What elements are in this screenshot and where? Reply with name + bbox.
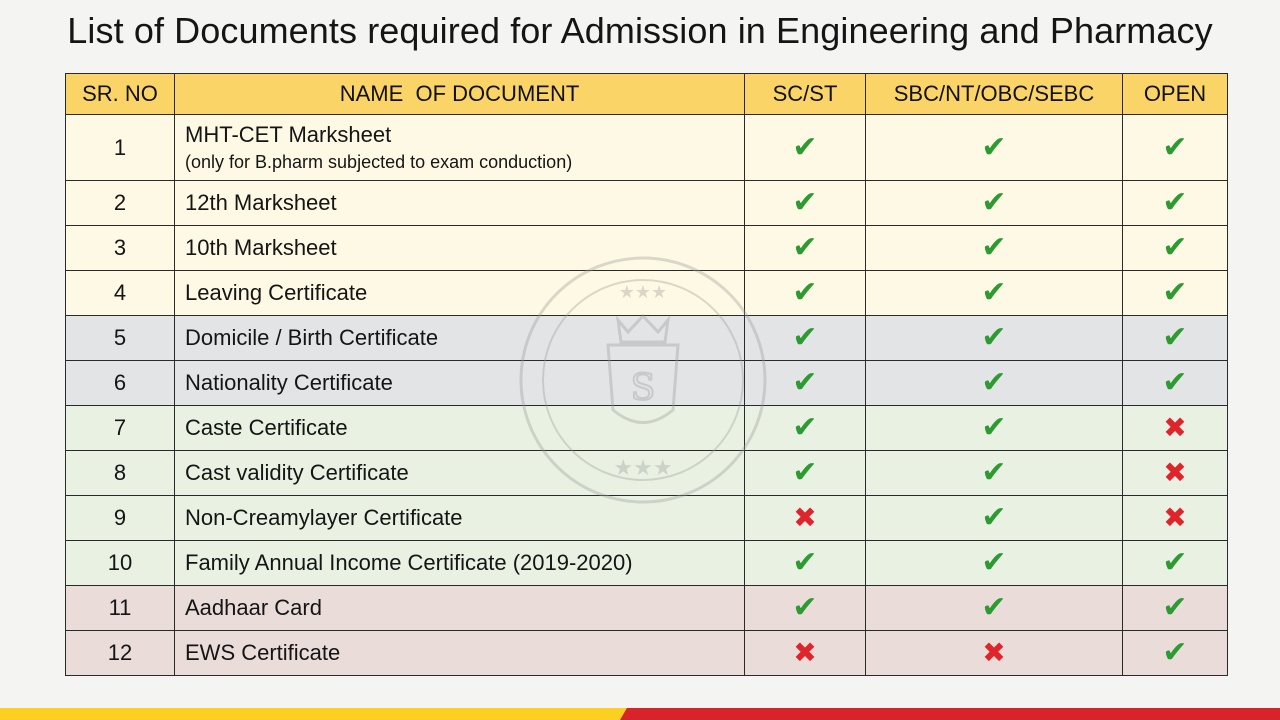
check-mark-icon: ✔ [981,275,1007,310]
requirement-cell-open [1123,586,1228,631]
document-name-cell [175,226,745,271]
document-name: Leaving Certificate [185,280,368,305]
cross-mark-icon: ✖ [1163,456,1187,489]
sr-no-cell: 11 [66,586,175,631]
check-mark-icon: ✔ [981,185,1007,220]
document-name-cell [175,181,745,226]
sr-no-cell: 5 [66,316,175,361]
table-row [66,406,1228,451]
requirement-cell-open [1123,226,1228,271]
check-mark-icon: ✔ [1162,230,1188,265]
footer-bar-yellow [0,708,640,720]
requirement-cell-sc-st [745,586,866,631]
check-mark-icon: ✔ [981,230,1007,265]
check-mark-icon: ✔ [792,545,818,580]
sr-no-cell: 12 [66,631,175,676]
check-mark-icon: ✔ [981,590,1007,625]
column-header-sc-st: SC/ST [745,74,866,115]
document-name-cell [175,631,745,676]
requirement-cell-open [1123,181,1228,226]
table-body [66,115,1228,676]
sr-no-cell: 6 [66,361,175,406]
cross-mark-icon: ✖ [793,636,817,669]
table-header-row [66,74,1228,115]
check-mark-icon: ✔ [792,365,818,400]
document-name: Domicile / Birth Certificate [185,325,439,350]
requirement-cell-open [1123,115,1228,181]
document-name-cell [175,496,745,541]
requirement-cell-open [1123,406,1228,451]
check-mark-icon: ✔ [792,185,818,220]
table-row [66,181,1228,226]
svg-text:★★★: ★★★ [618,282,668,303]
requirement-cell-sbc-nt-obc-sebc [866,361,1123,406]
requirement-cell-sbc-nt-obc-sebc [866,496,1123,541]
table-row [66,631,1228,676]
sr-no-cell: 2 [66,181,175,226]
requirement-cell-sc-st [745,271,866,316]
table-row [66,115,1228,181]
table-row [66,541,1228,586]
requirement-cell-sbc-nt-obc-sebc [866,115,1123,181]
document-name: MHT-CET Marksheet [185,122,392,147]
sr-no-cell: 9 [66,496,175,541]
document-name: Nationality Certificate [185,370,393,395]
document-name: EWS Certificate [185,640,341,665]
requirement-cell-sc-st [745,496,866,541]
svg-text:★★★: ★★★ [613,456,673,481]
check-mark-icon: ✔ [792,230,818,265]
requirement-cell-open [1123,451,1228,496]
document-name-cell [175,541,745,586]
sr-no-cell: 1 [66,115,175,181]
sr-no-cell: 8 [66,451,175,496]
column-header-open: OPEN [1123,74,1228,115]
cross-mark-icon: ✖ [982,636,1006,669]
check-mark-icon: ✔ [981,455,1007,490]
sr-no-cell: 3 [66,226,175,271]
table-row [66,361,1228,406]
document-name-cell [175,451,745,496]
table-row [66,271,1228,316]
page-title: List of Documents required for Admission in Engineering and Pharmacy [67,10,1213,51]
check-mark-icon: ✔ [1162,545,1188,580]
requirement-cell-open [1123,496,1228,541]
column-header-document-name: NAME OF DOCUMENT [175,74,745,115]
requirement-cell-sbc-nt-obc-sebc [866,586,1123,631]
requirement-cell-sbc-nt-obc-sebc [866,406,1123,451]
cross-mark-icon: ✖ [1163,501,1187,534]
documents-table [65,73,1228,676]
requirement-cell-sbc-nt-obc-sebc [866,541,1123,586]
document-name: Aadhaar Card [185,595,322,620]
requirement-cell-sbc-nt-obc-sebc [866,316,1123,361]
check-mark-icon: ✔ [1162,590,1188,625]
check-mark-icon: ✔ [1162,275,1188,310]
check-mark-icon: ✔ [981,545,1007,580]
check-mark-icon: ✔ [792,275,818,310]
requirement-cell-sc-st [745,541,866,586]
document-name: Family Annual Income Certificate (2019-2020) [185,550,633,575]
document-name: Caste Certificate [185,415,348,440]
requirement-cell-sc-st [745,115,866,181]
table-row [66,586,1228,631]
requirement-cell-sc-st [745,226,866,271]
table-row [66,451,1228,496]
cross-mark-icon: ✖ [1163,411,1187,444]
column-header-sbc-nt-obc-sebc: SBC/NT/OBC/SEBC [866,74,1123,115]
requirement-cell-sc-st [745,406,866,451]
check-mark-icon: ✔ [1162,635,1188,670]
requirement-cell-sc-st [745,181,866,226]
check-mark-icon: ✔ [981,500,1007,535]
column-header-sr-no: SR. NO [66,74,175,115]
requirement-cell-sc-st [745,361,866,406]
check-mark-icon: ✔ [1162,320,1188,355]
document-name-cell [175,361,745,406]
requirement-cell-open [1123,631,1228,676]
document-name-cell [175,586,745,631]
sr-no-cell: 10 [66,541,175,586]
document-name: 12th Marksheet [185,190,337,215]
check-mark-icon: ✔ [1162,365,1188,400]
document-name: Cast validity Certificate [185,460,409,485]
table-row [66,316,1228,361]
document-note: (only for B.pharm subjected to exam conduction) [185,152,573,172]
document-name: Non-Creamylayer Certificate [185,505,463,530]
check-mark-icon: ✔ [981,129,1007,165]
check-mark-icon: ✔ [792,455,818,490]
check-mark-icon: ✔ [1162,129,1188,165]
check-mark-icon: ✔ [981,320,1007,355]
table-row [66,496,1228,541]
check-mark-icon: ✔ [981,365,1007,400]
document-name-cell [175,271,745,316]
check-mark-icon: ✔ [792,590,818,625]
sr-no-cell: 4 [66,271,175,316]
requirement-cell-sbc-nt-obc-sebc [866,271,1123,316]
document-name: 10th Marksheet [185,235,337,260]
table-row [66,226,1228,271]
document-name-cell [175,115,745,181]
document-name-cell [175,316,745,361]
requirement-cell-open [1123,541,1228,586]
cross-mark-icon: ✖ [793,501,817,534]
requirement-cell-sbc-nt-obc-sebc [866,451,1123,496]
check-mark-icon: ✔ [792,129,818,165]
requirement-cell-open [1123,361,1228,406]
requirement-cell-sc-st [745,631,866,676]
check-mark-icon: ✔ [792,320,818,355]
requirement-cell-open [1123,271,1228,316]
requirement-cell-sc-st [745,451,866,496]
requirement-cell-sbc-nt-obc-sebc [866,181,1123,226]
requirement-cell-sbc-nt-obc-sebc [866,226,1123,271]
document-name-cell [175,406,745,451]
svg-text:S: S [630,368,656,409]
footer-bar-red [620,708,1280,720]
check-mark-icon: ✔ [792,410,818,445]
check-mark-icon: ✔ [981,410,1007,445]
check-mark-icon: ✔ [1162,185,1188,220]
requirement-cell-sbc-nt-obc-sebc [866,631,1123,676]
requirement-cell-sc-st [745,316,866,361]
requirement-cell-open [1123,316,1228,361]
sr-no-cell: 7 [66,406,175,451]
